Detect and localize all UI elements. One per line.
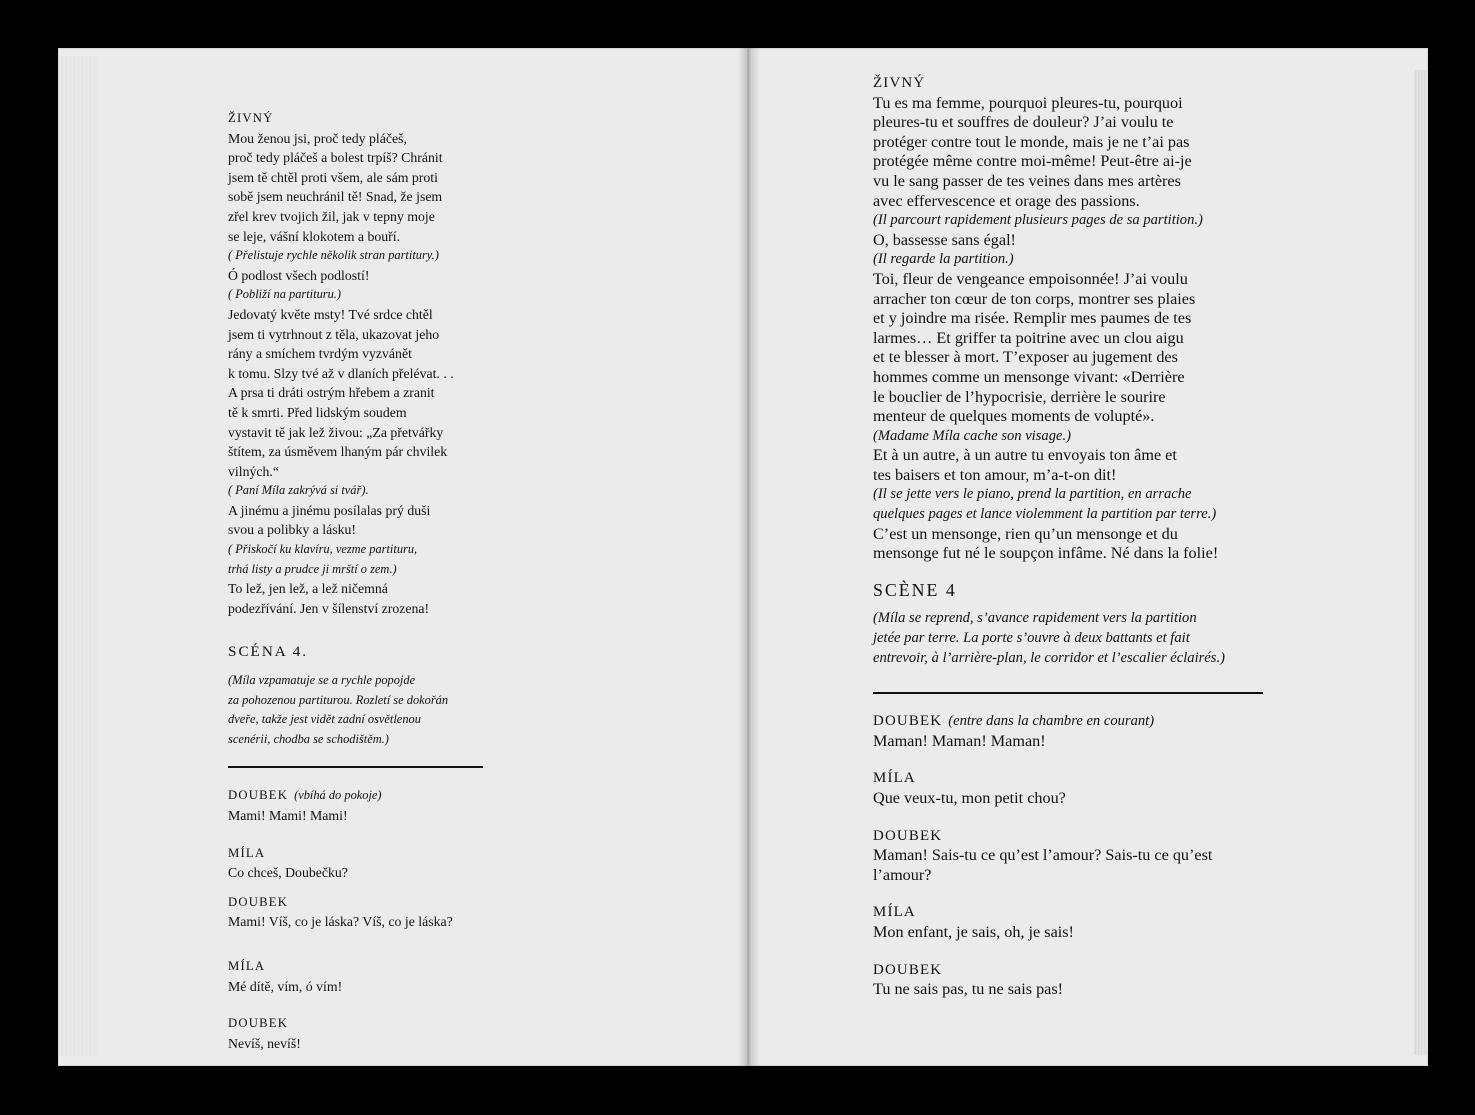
stage-direction: (entre dans la chambre en courant)	[948, 713, 1155, 730]
speaker-label: MÍLA	[873, 904, 916, 921]
dialogue-line: k tomu. Slzy tvé až v dlaních přelévat. . .	[228, 365, 454, 381]
spacer	[873, 809, 1343, 826]
left-text-column	[228, 108, 728, 1053]
dialogue-line: O, bassesse sans égal!	[873, 230, 1016, 249]
stage-direction: (Il se jette vers le piano, prend la partition, en arrache	[873, 486, 1192, 503]
dialogue-line: protéger contre tout le monde, mais je ne t’ai pas	[873, 132, 1190, 151]
speaker-name	[873, 73, 1343, 94]
dialogue-line: vu le sang passer de tes veines dans mes artères	[873, 171, 1181, 190]
dialogue-line: et y joindre ma risée. Remplir mes paumes de tes	[873, 309, 1192, 328]
stage-direction: (Míla se reprend, s’avance rapidement vers la partition	[873, 610, 1197, 627]
spacer	[228, 618, 728, 642]
stage-direction: quelques pages et lance violemment la partition par terre.)	[873, 506, 1217, 523]
stage-direction: ( Paní Míla zakrývá si tvář).	[228, 483, 369, 498]
dialogue-line: Que veux-tu, mon petit chou?	[873, 789, 1066, 807]
stage-direction: (Il regarde la partition.)	[873, 251, 1014, 268]
speaker-label: DOUBEK	[228, 894, 289, 909]
dialogue-line: Toi, fleur de vengeance empoisonnée! J’ai voulu	[873, 269, 1188, 288]
spacer	[228, 932, 728, 956]
speaker-label: MÍLA	[873, 770, 916, 787]
dialogue-line: arracher ton cœur de ton corps, montrer ses plaies	[873, 289, 1196, 308]
dialogue-line: Ó podlost všech podlostí!	[228, 267, 370, 283]
stage-direction: (vbíhá do pokoje)	[294, 788, 382, 803]
dialogue-line: A jinému a jinému posílalas prý duši	[228, 502, 431, 518]
dialogue-line: sobě jsem neuchránil tě! Snad, že jsem	[228, 189, 443, 205]
speaker-name	[228, 956, 728, 977]
speaker-label: ŽIVNÝ	[228, 111, 274, 125]
stage-direction: (Míla vzpamatuje se a rychle popojde	[228, 673, 416, 688]
spacer	[873, 600, 1343, 609]
stage-direction: ( Přiskočí ku klavíru, vezme partituru,	[228, 542, 418, 557]
dialogue-line: Mami! Mami! Mami!	[228, 808, 348, 823]
speaker-label: DOUBEK	[228, 1016, 289, 1031]
spacer	[228, 768, 728, 785]
dialogue-line: podezřívání. Jen v šílenství zrozena!	[228, 600, 430, 616]
stage-direction: ( Přelistuje rychle několik stran partitury.)	[228, 248, 439, 263]
dialogue-line: larmes… Et griffer ta poitrine avec un clou aigu	[873, 328, 1184, 347]
stage-direction: scenérii, chodba se schodištěm.)	[228, 731, 389, 746]
speaker-name	[228, 785, 728, 806]
spacer	[873, 943, 1343, 960]
dialogue-line: Mé dítě, vím, ó vím!	[228, 978, 343, 994]
speaker-label: DOUBEK	[228, 788, 289, 803]
spacer	[228, 749, 728, 766]
dialogue-line: Jedovatý květe msty! Tvé srdce chtěl	[228, 306, 433, 322]
dialogue-line: rány a smíchem tvrdým vyzvánět	[228, 346, 412, 362]
speaker-label: DOUBEK	[873, 827, 943, 844]
dialogue-line: zřel krev tvojich žil, jak v tepny moje	[228, 208, 435, 224]
speaker-label: DOUBEK	[873, 961, 943, 978]
spacer	[873, 564, 1343, 581]
dialogue-line: svou a polibky a lásku!	[228, 522, 356, 538]
dialogue-line: Et à un autre, à un autre tu envoyais ton âme et	[873, 446, 1177, 465]
dialogue-line: vilných.“	[228, 463, 279, 479]
stage-direction: trhá listy a prudce ji mrští o zem.)	[228, 561, 397, 576]
speaker-name	[873, 960, 1343, 981]
stage-direction: (Madame Míla cache son visage.)	[873, 427, 1071, 444]
stage-direction: entrevoir, à l’arrière-plan, le corridor et l’escalier éclairés.)	[873, 649, 1225, 666]
speaker-label: DOUBEK	[873, 713, 943, 730]
stage-direction: (Il parcourt rapidement plusieurs pages de sa partition.)	[873, 212, 1203, 229]
spacer	[873, 751, 1343, 768]
dialogue-line: jsem ti vytrhnout z těla, ukazovat jeho	[228, 326, 440, 342]
dialogue-line: štítem, za úsměvem lhaným pár chvilek	[228, 444, 448, 460]
dialogue-line: tě k smrti. Před lidským soudem	[228, 404, 407, 420]
dialogue-line: Co chceš, Doubečku?	[228, 865, 348, 881]
dialogue-line: jsem tě chtěl proti všem, ale sám proti	[228, 169, 438, 185]
stage-direction: ( Pobliží na partituru.)	[228, 287, 342, 302]
dialogue-line: To lež, jen lež, a lež ničemná	[228, 581, 388, 597]
speaker-name	[228, 108, 728, 129]
dialogue-line: menteur de quelques moments de volupté».	[873, 407, 1155, 426]
scene-heading: SCÉNA 4.	[228, 643, 309, 661]
dialogue-line: C’est un mensonge, rien qu’un mensonge et du	[873, 524, 1178, 543]
dialogue-line: A prsa ti dráti ostrým hřebem a zranit	[228, 385, 435, 401]
dialogue-line: se leje, vášní klokotem a bouří.	[228, 228, 401, 244]
scene-heading: SCÈNE 4	[873, 579, 957, 600]
right-page-edge	[1414, 70, 1428, 1055]
speaker-name	[873, 768, 1343, 789]
dialogue-line: hommes comme un mensonge vivant: «Derrière	[873, 367, 1185, 386]
speaker-name	[873, 902, 1343, 923]
speaker-label: MÍLA	[228, 845, 266, 860]
spacer	[228, 883, 728, 892]
speaker-name	[873, 826, 1343, 847]
spacer	[228, 826, 728, 843]
spacer	[873, 694, 1343, 711]
dialogue-line: Nevíš, nevíš!	[228, 1035, 301, 1051]
stage-direction: dveře, takže jest vidět zadní osvětlenou	[228, 712, 421, 727]
dialogue-line: le bouclier de l’hypocrisie, derrière le sourire	[873, 387, 1166, 406]
dialogue-line: l’amour?	[873, 865, 932, 884]
dialogue-line: Mon enfant, je sais, oh, je sais!	[873, 922, 1074, 941]
dialogue-line: Maman! Sais-tu ce qu’est l’amour? Sais-tu ce qu’est	[873, 846, 1213, 865]
left-page-edge	[58, 56, 98, 1056]
dialogue-line: avec effervescence et orage des passions.	[873, 191, 1140, 210]
speaker-name	[228, 892, 728, 913]
speaker-label: MÍLA	[228, 958, 266, 973]
dialogue-line: Mami! Víš, co je láska? Víš, co je láska?	[228, 914, 453, 930]
speaker-name	[228, 843, 728, 864]
dialogue-line: protégée même contre moi-même! Peut-être ai-je	[873, 152, 1192, 171]
dialogue-line: vystavit tě jak lež živou: „Za přetvářky	[228, 424, 444, 440]
stage-direction: jetée par terre. La porte s’ouvre à deux battants et fait	[873, 630, 1190, 647]
spacer	[228, 662, 728, 671]
dialogue-line: tes baisers et ton amour, m’a-t-on dit!	[873, 465, 1117, 484]
spacer	[873, 668, 1343, 692]
dialogue-line: Tu es ma femme, pourquoi pleures-tu, pourquoi	[873, 93, 1183, 112]
speaker-name	[228, 1013, 728, 1034]
right-text-column	[873, 73, 1343, 1000]
dialogue-line: Maman! Maman! Maman!	[873, 731, 1046, 750]
spacer	[873, 885, 1343, 902]
dialogue-line: et te blesser à mort. T’exposer au jugement des	[873, 348, 1178, 367]
dialogue-line: mensonge fut né le soupçon infâme. Né dans la folie!	[873, 544, 1219, 563]
dialogue-line: pleures-tu et souffres de douleur? J’ai voulu te	[873, 113, 1174, 132]
speaker-name	[873, 711, 1343, 732]
speaker-label: ŽIVNÝ	[873, 75, 926, 91]
spacer	[228, 996, 728, 1013]
dialogue-line: Mou ženou jsi, proč tedy pláčeš,	[228, 130, 407, 146]
stage-direction: za pohozenou partiturou. Rozletí se dokořán	[228, 692, 449, 707]
dialogue-line: proč tedy pláčeš a bolest trpíš? Chránit	[228, 150, 443, 166]
dialogue-line: Tu ne sais pas, tu ne sais pas!	[873, 980, 1064, 999]
book-gutter	[738, 48, 760, 1066]
